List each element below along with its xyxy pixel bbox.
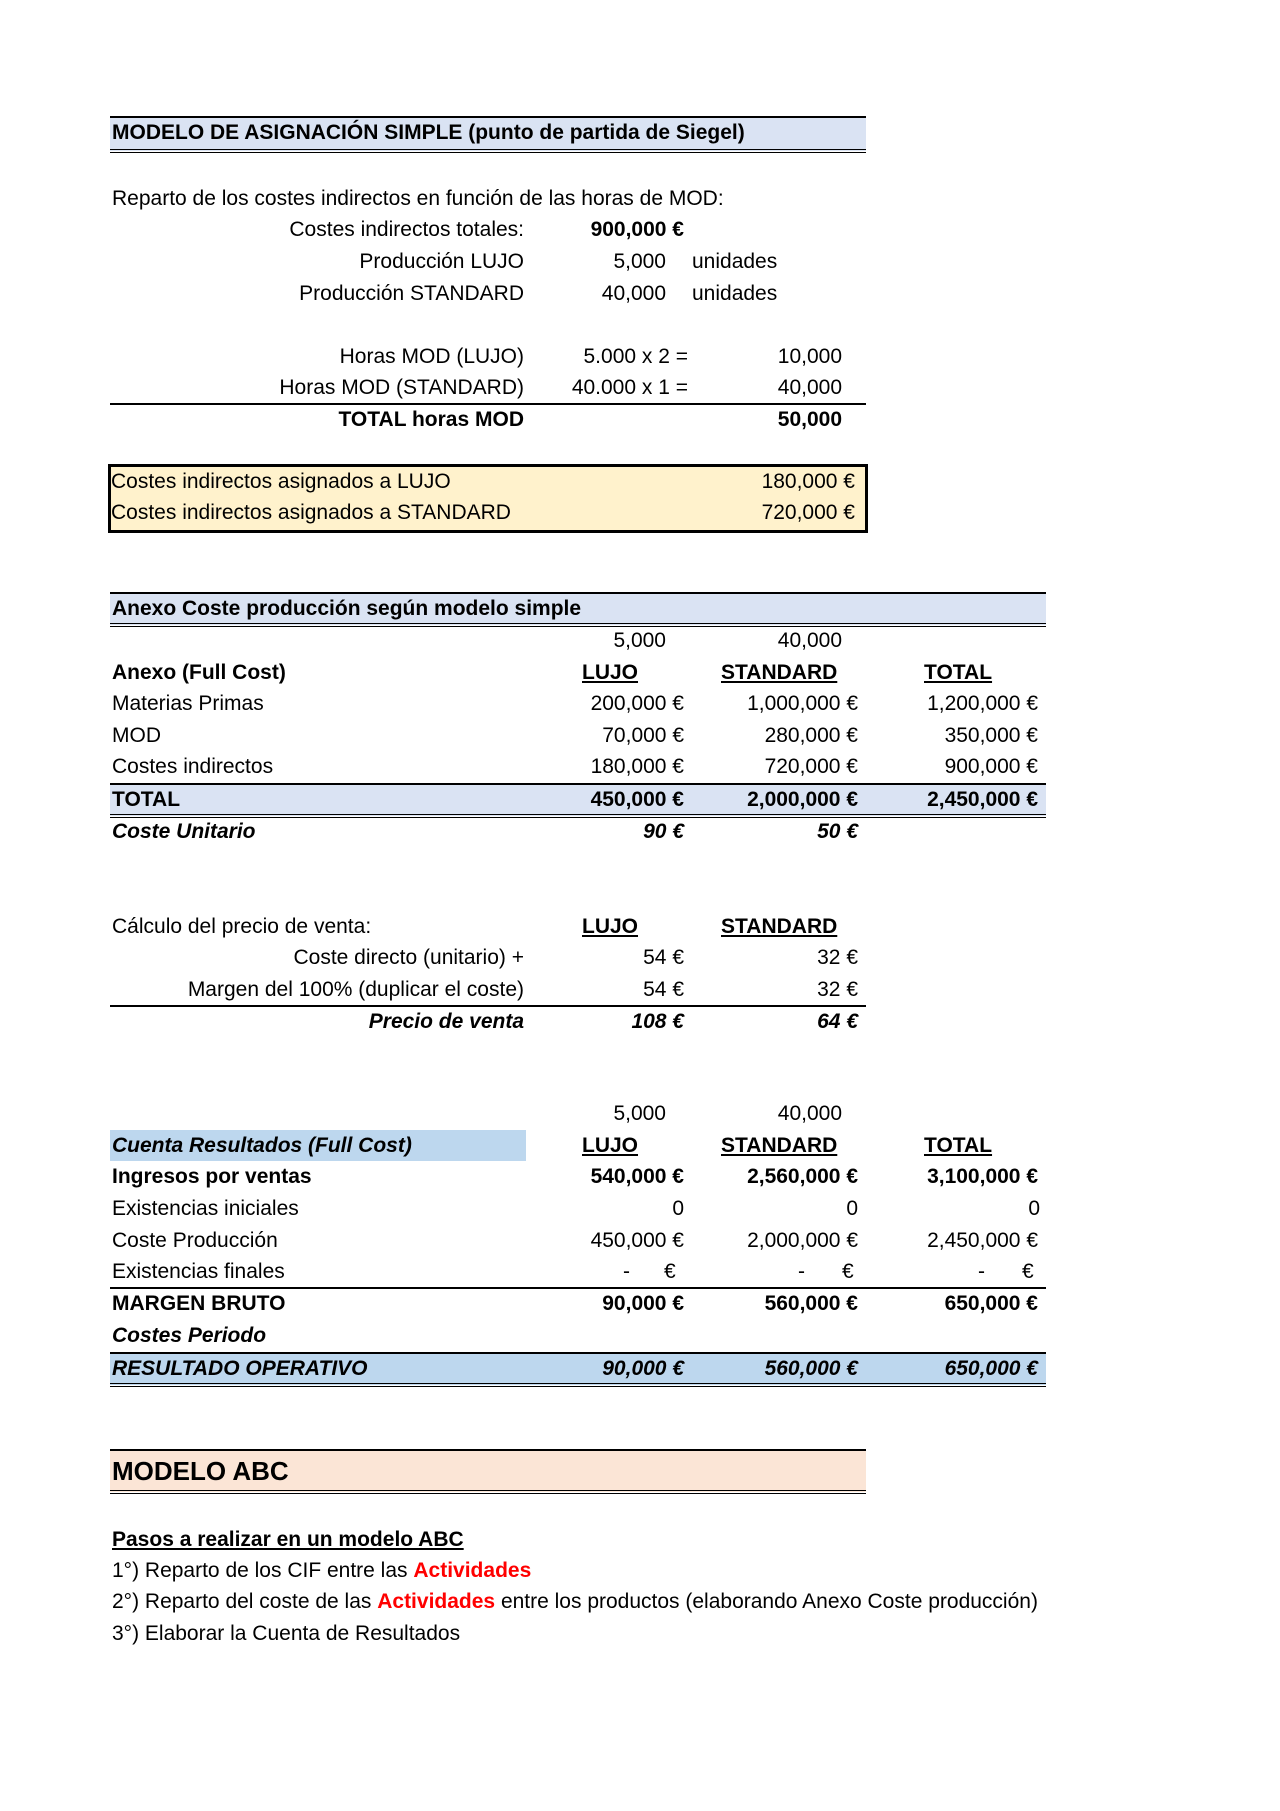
prod-std-label: Producción STANDARD — [299, 282, 524, 305]
horas-std-value: 40,000 — [777, 376, 842, 399]
cuenta-units-std: 40,000 — [777, 1102, 842, 1125]
simple-title: MODELO DE ASIGNACIÓN SIMPLE (punto de partida de Siegel) — [112, 121, 745, 144]
anexo-total-label: TOTAL — [112, 788, 181, 811]
margen-bruto-std: 560,000 € — [764, 1292, 858, 1315]
margen-bruto-label: MARGEN BRUTO — [112, 1292, 286, 1315]
cuenta-header-label: Cuenta Resultados (Full Cost) — [112, 1134, 412, 1157]
exist-ini-lujo: 0 — [672, 1197, 684, 1220]
divider — [110, 403, 866, 405]
margen-bruto-lujo: 90,000 € — [602, 1292, 684, 1315]
coste-directo-label: Coste directo (unitario) + — [293, 946, 524, 969]
precio-venta-lujo: 108 € — [631, 1010, 684, 1033]
precio-col-std: STANDARD — [721, 915, 838, 938]
coste-directo-std: 32 € — [817, 946, 858, 969]
costes-totales-label: Costes indirectos totales: — [289, 218, 524, 241]
exist-ini-total: 0 — [1028, 1197, 1040, 1220]
divider — [110, 783, 1046, 785]
abc-paso-2-text: 2°) Reparto del coste de las — [112, 1590, 378, 1613]
precio-venta-std: 64 € — [817, 1010, 858, 1033]
exist-fin-euro: € — [664, 1260, 676, 1283]
anexo-row-label: MOD — [112, 724, 161, 747]
total-horas-value: 50,000 — [777, 408, 842, 431]
horas-std-formula: 40.000 x 1 = — [571, 376, 688, 399]
abc-paso-1 — [112, 1558, 531, 1584]
margen-lujo: 54 € — [643, 978, 684, 1001]
abc-paso-3: 3°) Elaborar la Cuenta de Resultados — [112, 1622, 461, 1645]
cuenta-col-total: TOTAL — [924, 1134, 993, 1157]
precio-venta-label: Precio de venta — [368, 1010, 524, 1033]
anexo-row-std: 280,000 € — [764, 724, 858, 747]
anexo-row-std: 1,000,000 € — [747, 692, 858, 715]
anexo-col-std: STANDARD — [721, 661, 838, 684]
anexo-units-lujo: 5,000 — [613, 629, 666, 652]
coste-directo-lujo: 54 € — [643, 946, 684, 969]
exist-ini-label: Existencias iniciales — [112, 1197, 299, 1220]
prod-lujo-value: 5,000 — [613, 250, 666, 273]
exist-fin-dash: - — [623, 1260, 630, 1283]
coste-unitario-std: 50 € — [817, 820, 858, 843]
resultado-label: RESULTADO OPERATIVO — [112, 1357, 368, 1380]
coste-unitario-label: Coste Unitario — [112, 820, 256, 843]
exist-fin-dash: - — [978, 1260, 985, 1283]
coste-prod-std: 2,000,000 € — [747, 1229, 858, 1252]
coste-prod-lujo: 450,000 € — [590, 1229, 684, 1252]
simple-intro: Reparto de los costes indirectos en función de las horas de MOD: — [112, 187, 724, 210]
precio-title: Cálculo del precio de venta: — [112, 915, 372, 938]
anexo-row-total: 900,000 € — [944, 755, 1038, 778]
horas-lujo-label: Horas MOD (LUJO) — [339, 345, 524, 368]
precio-col-lujo: LUJO — [582, 915, 639, 938]
resultado-total: 650,000 € — [944, 1357, 1038, 1380]
ingresos-label: Ingresos por ventas — [112, 1165, 312, 1188]
divider — [110, 592, 1046, 594]
anexo-row-label: Costes indirectos — [112, 755, 274, 778]
resultado-lujo: 90,000 € — [602, 1357, 684, 1380]
costes-periodo-label: Costes Periodo — [112, 1324, 267, 1347]
coste-prod-total: 2,450,000 € — [927, 1229, 1038, 1252]
cuenta-units-lujo: 5,000 — [613, 1102, 666, 1125]
anexo-units-std: 40,000 — [777, 629, 842, 652]
anexo-total-lujo: 450,000 € — [590, 788, 684, 811]
coste-unitario-lujo: 90 € — [643, 820, 684, 843]
divider — [110, 623, 1046, 627]
coste-prod-label: Coste Producción — [112, 1229, 278, 1252]
ingresos-total: 3,100,000 € — [927, 1165, 1038, 1188]
exist-fin-label: Existencias finales — [112, 1260, 285, 1283]
anexo-row-std: 720,000 € — [764, 755, 858, 778]
asig-std-value: 720,000 € — [761, 501, 855, 524]
divider — [110, 1383, 1046, 1387]
divider — [110, 149, 866, 153]
anexo-total-total: 2,450,000 € — [927, 788, 1038, 811]
unidades-label: unidades — [692, 250, 778, 273]
divider — [110, 1490, 866, 1494]
divider — [110, 1352, 1046, 1354]
abc-paso-2-highlight: Actividades — [377, 1590, 496, 1613]
margen-std: 32 € — [817, 978, 858, 1001]
ingresos-lujo: 540,000 € — [590, 1165, 684, 1188]
horas-lujo-value: 10,000 — [777, 345, 842, 368]
cuenta-col-lujo: LUJO — [582, 1134, 639, 1157]
divider — [110, 116, 866, 118]
anexo-row-lujo: 180,000 € — [590, 755, 684, 778]
asig-lujo-label: Costes indirectos asignados a LUJO — [111, 470, 451, 493]
horas-std-label: Horas MOD (STANDARD) — [279, 376, 524, 399]
exist-fin-euro: € — [1022, 1260, 1034, 1283]
divider — [110, 1449, 866, 1451]
abc-paso-1-text: 1°) Reparto de los CIF entre las — [112, 1559, 414, 1582]
anexo-row-total: 1,200,000 € — [927, 692, 1038, 715]
total-horas-label: TOTAL horas MOD — [338, 408, 524, 431]
ingresos-std: 2,560,000 € — [747, 1165, 858, 1188]
abc-title: MODELO ABC — [112, 1456, 289, 1486]
anexo-row-lujo: 70,000 € — [602, 724, 684, 747]
asig-std-label: Costes indirectos asignados a STANDARD — [111, 501, 511, 524]
abc-paso-2 — [112, 1589, 1046, 1615]
resultado-std: 560,000 € — [764, 1357, 858, 1380]
exist-ini-std: 0 — [846, 1197, 858, 1220]
unidades-label: unidades — [692, 282, 778, 305]
anexo-total-std: 2,000,000 € — [747, 788, 858, 811]
cuenta-col-std: STANDARD — [721, 1134, 838, 1157]
anexo-title: Anexo Coste producción según modelo simple — [112, 597, 582, 620]
margen-label: Margen del 100% (duplicar el coste) — [187, 978, 524, 1001]
divider — [110, 814, 1046, 818]
abc-paso-2-text-end: entre los productos (elaborando Anexo Coste producción) — [495, 1590, 1038, 1613]
divider — [110, 1287, 1046, 1289]
anexo-col-total: TOTAL — [924, 661, 993, 684]
margen-bruto-total: 650,000 € — [944, 1292, 1038, 1315]
anexo-row-lujo: 200,000 € — [590, 692, 684, 715]
anexo-header-label: Anexo (Full Cost) — [112, 661, 286, 684]
abc-pasos-title: Pasos a realizar en un modelo ABC — [112, 1528, 464, 1551]
divider — [110, 1005, 866, 1007]
anexo-row-label: Materias Primas — [112, 692, 264, 715]
abc-paso-1-highlight: Actividades — [413, 1559, 532, 1582]
anexo-col-lujo: LUJO — [582, 661, 639, 684]
prod-std-value: 40,000 — [601, 282, 666, 305]
anexo-row-total: 350,000 € — [944, 724, 1038, 747]
costes-totales-value: 900,000 € — [590, 218, 684, 241]
exist-fin-euro: € — [842, 1260, 854, 1283]
horas-lujo-formula: 5.000 x 2 = — [583, 345, 688, 368]
prod-lujo-label: Producción LUJO — [359, 250, 524, 273]
asig-lujo-value: 180,000 € — [761, 470, 855, 493]
exist-fin-dash: - — [798, 1260, 805, 1283]
